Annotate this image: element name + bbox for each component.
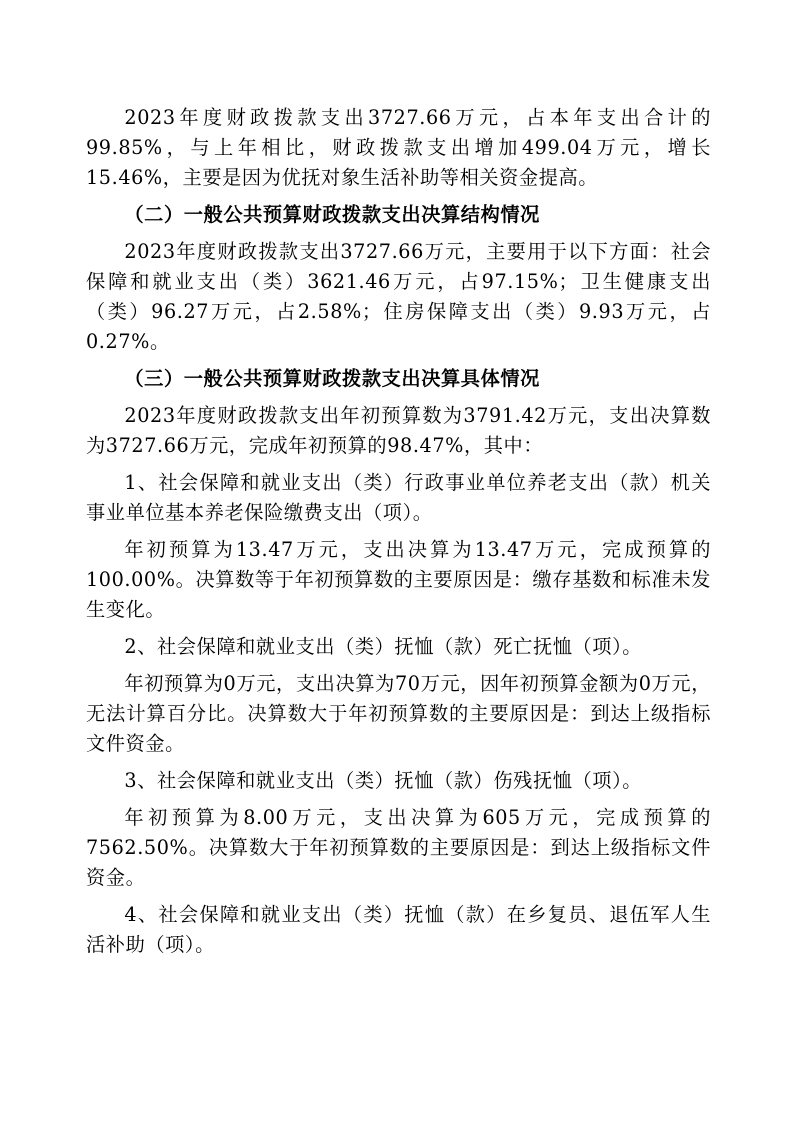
document-body	[86, 103, 711, 960]
paragraph-budget-overview: 2023年度财政拨款支出年初预算数为3791.42万元，支出决算数为3727.66万元，完成年初预算的98.47%，其中：	[86, 404, 711, 457]
paragraph-item-4-title: 4、社会保障和就业支出（类）抚恤（款）在乡复员、退伍军人生活补助（项）。	[86, 903, 711, 956]
paragraph-fiscal-expenditure-summary: 2023年度财政拨款支出3727.66万元，占本年支出合计的99.85%，与上年相比，财政拨款支出增加499.04万元，增长15.46%，主要是因为优抚对象生活补助等相关资金提高。	[86, 106, 711, 189]
paragraph-item-1-detail: 年初预算为13.47万元，支出决算为13.47万元，完成预算的100.00%。决算数等于年初预算数的主要原因是：缴存基数和标准未发生变化。	[86, 538, 711, 621]
paragraph-expenditure-structure: 2023年度财政拨款支出3727.66万元，主要用于以下方面：社会保障和就业支出（类）3621.46万元，占97.15%；卫生健康支出（类）96.27万元，占2.58%；住房保障支出（类）9.93万元，占0.27%。	[86, 240, 711, 353]
paragraph-item-2-title: 2、社会保障和就业支出（类）抚恤（款）死亡抚恤（项）。	[124, 635, 643, 658]
paragraph-item-3-title: 3、社会保障和就业支出（类）抚恤（款）伤残抚恤（项）。	[124, 769, 643, 792]
section-heading-details: （三）一般公共预算财政拨款支出决算具体情况	[124, 367, 540, 390]
paragraph-item-3-detail: 年初预算为8.00万元，支出决算为605万元，完成预算的7562.50%。决算数大于年初预算数的主要原因是：到达上级指标文件资金。	[86, 806, 711, 889]
paragraph-item-2-detail: 年初预算为0万元，支出决算为70万元，因年初预算金额为0万元，无法计算百分比。决算数大于年初预算数的主要原因是：到达上级指标文件资金。	[86, 672, 711, 755]
paragraph-item-1-title: 1、社会保障和就业支出（类）行政事业单位养老支出（款）机关事业单位基本养老保险缴费支出（项）。	[86, 471, 711, 524]
section-heading-structure: （二）一般公共预算财政拨款支出决算结构情况	[124, 203, 540, 226]
